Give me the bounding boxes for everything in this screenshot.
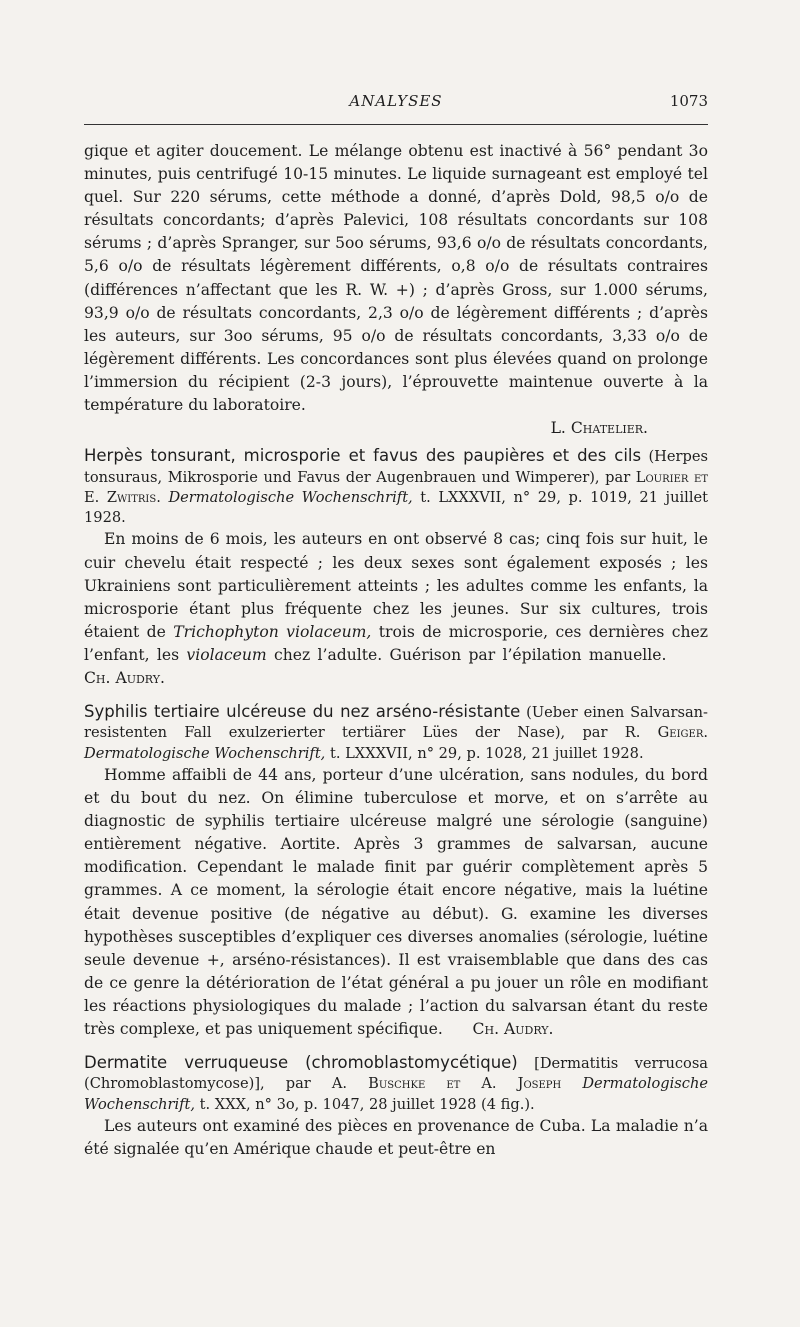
article-reference — [84, 702, 708, 764]
article-syphilis — [84, 702, 708, 1041]
signature-chatelier: L. Chatelier. — [550, 419, 648, 438]
article-body: Les auteurs ont examiné des pièces en provenance de Cuba. La maladie n’a été signalée qu’en Amérique chaude et peut-être en — [84, 1116, 708, 1159]
article-authors: Geiger. — [657, 724, 708, 742]
article-reference — [84, 1053, 708, 1115]
signature-audry: Ch. Audry. — [472, 1019, 554, 1038]
article-body — [84, 528, 708, 690]
article-title: Syphilis tertiaire ulcéreuse du nez arséno-résistante — [84, 702, 521, 722]
journal-name: Dermatologische Wochenschrift, — [168, 488, 413, 506]
original-title: (Herpes tonsuraus, Mikrosporie und Favus der Augenbrauen und Wimperer), par — [84, 448, 708, 486]
journal-name: Dermatologische Wochenschrift, — [84, 1075, 709, 1113]
article-authors: Buschke et A. Joseph — [368, 1075, 562, 1093]
body-part: Homme affaibli de 44 ans, porteur d’une ulcération, sans nodules, du bord et du bout du nez. On élimine tuberculose et morve, et on s’arrête au diagnostic de syphilis tertiaire ulcéreuse malgré une sérologie (sanguine) entièrement négative. Aortite. Après 3 grammes de salvarsan, aucune modification. Cependant le malade finit par guérir complètement après 5 grammes. A ce moment, la sérologie était encore négative, mais la luétine était devenue positive (de négative au début). G. examine les diverses hypothèses susceptibles d’expliquer ces diverses anomalies (sérologie, luétine seule devenue +, arséno-résistances). Il est vraisemblable que dans des cas de ce genre la détérioration de l’état général a pu jouer un rôle en modifiant les réactions physiologiques du malade ; l’action du salvarsan étant du reste très complexe, et pas uniquement spécifique. — [84, 765, 708, 1038]
species-name: violaceum — [186, 645, 267, 664]
signature-audry: Ch. Audry. — [84, 668, 165, 687]
body-part: trois de microsporie, ces dernières chez l’enfant, les — [84, 622, 708, 664]
page-content — [84, 140, 708, 1161]
article-reference — [84, 446, 708, 528]
original-title: [Dermatitis verrucosa (Chromoblastomycose)], par A. — [84, 1055, 709, 1093]
article-herpes — [84, 446, 708, 690]
body-part: En moins de 6 mois, les auteurs en ont observé 8 cas; cinq fois sur huit, le cuir chevelu était respecté ; les deux sexes sont également exposés ; les Ukrainiens sont particulièrement atteints ; les adultes comme les enfants, la microsporie étant plus fréquente chez les jeunes. Sur six cultures, trois étaient de — [84, 530, 708, 641]
page-number: 1073 — [669, 92, 708, 110]
journal-name: Dermatologische Wochenschrift, — [84, 744, 326, 762]
article-title: Dermatite verruqueuse (chromoblastomycétique) — [84, 1053, 518, 1073]
running-title: ANALYSES — [349, 92, 443, 110]
spacer — [84, 1041, 708, 1047]
article-body — [84, 764, 708, 1041]
reference-details: t. LXXXVII, n° 29, p. 1028, 21 juillet 1928. — [329, 744, 644, 762]
article-dermatite — [84, 1053, 708, 1161]
article-title: Herpès tonsurant, microsporie et favus des paupières et des cils — [84, 446, 642, 466]
species-name: Trichophyton violaceum, — [173, 622, 372, 641]
body-part: chez l’adulte. Guérison par l’épilation manuelle. — [273, 645, 667, 664]
original-title: (Ueber einen Salvarsan-resistenten Fall exulzerierter tertiärer Lües der Nase), par R. — [84, 704, 708, 742]
page-header — [84, 92, 708, 125]
article-authors: Lourier et E. Zwitris. — [84, 468, 708, 506]
reference-details: t. XXX, n° 3o, p. 1047, 28 juillet 1928 (4 fig.). — [199, 1095, 535, 1113]
continued-paragraph: gique et agiter doucement. Le mélange obtenu est inactivé à 56° pendant 3o minutes, puis centrifugé 10-15 minutes. Le liquide surnageant est employé tel quel. Sur 220 sérums, cette méthode a donné, d’après Dold, 98,5 o/o de résultats concordants; d’après Palevici, 108 résultats concordants sur 108 sérums ; d’après Spranger, sur 5oo sérums, 93,6 o/o de résultats concordants, 5,6 o/o de résultats légèrement différents, o,8 o/o de résultats contraires (différences n’affectant que les R. W. +) ; d’après Gross, sur 1.000 sérums, 93,9 o/o de résultats concordants, 2,3 o/o de légèrement différents ; d’après les auteurs, sur 3oo sérums, 95 o/o de résultats concordants, 3,33 o/o de légèrement différents. Les concordances sont plus élevées quand on prolonge l’immersion du récipient (2-3 jours), l’éprouvette maintenue ouverte à la température du laboratoire. — [84, 142, 708, 415]
reference-details: t. LXXXVII, n° 29, p. 1019, 21 juillet 1928. — [84, 488, 708, 527]
spacer — [84, 690, 708, 696]
